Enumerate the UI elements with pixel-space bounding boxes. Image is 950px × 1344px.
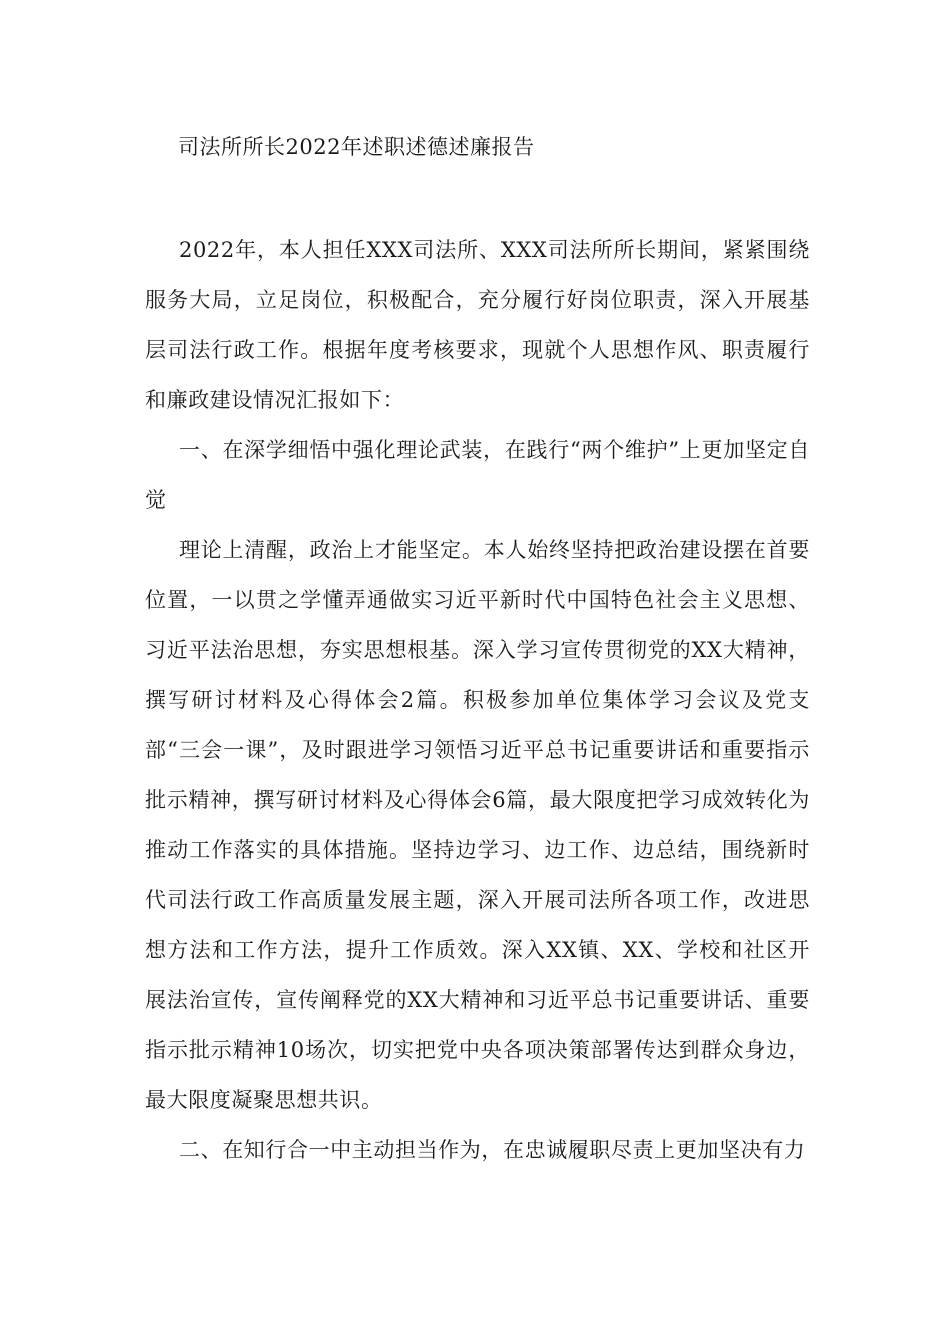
document-body	[145, 225, 810, 1175]
section-heading-two: 二、在知行合一中主动担当作为，在忠诚履职尽责上更加坚决有力	[179, 1138, 806, 1162]
paragraph-intro: 2022年，本人担任XXX司法所、XXX司法所所长期间，紧紧围绕服务大局，立足岗位，积极配合，充分履行好岗位职责，深入开展基层司法行政工作。根据年度考核要求，现就个人思想作风、职责履行和廉政建设情况汇报如下：	[145, 238, 810, 412]
section-heading-one: 一、在深学细悟中强化理论武装，在践行“两个维护”上更加坚定自觉	[145, 438, 810, 512]
paragraph-theory: 理论上清醒，政治上才能坚定。本人始终坚持把政治建设摆在首要位置，一以贯之学懂弄通做实习近平新时代中国特色社会主义思想、习近平法治思想，夯实思想根基。深入学习宣传贯彻党的XX大精神，撰写研讨材料及心得体会2篇。积极参加单位集体学习会议及党支部“三会一课”，及时跟进学习领悟习近平总书记重要讲话和重要指示批示精神，撰写研讨材料及心得体会6篇，最大限度把学习成效转化为推动工作落实的具体措施。坚持边学习、边工作、边总结，围绕新时代司法行政工作高质量发展主题，深入开展司法所各项工作，改进思想方法和工作方法，提升工作质效。深入XX镇、XX、学校和社区开展法治宣传，宣传阐释党的XX大精神和习近平总书记重要讲话、重要指示批示精神10场次，切实把党中央各项决策部署传达到群众身边，最大限度凝聚思想共识。	[145, 538, 810, 1112]
document-title: 司法所所长2022年述职述德述廉报告	[178, 135, 535, 159]
